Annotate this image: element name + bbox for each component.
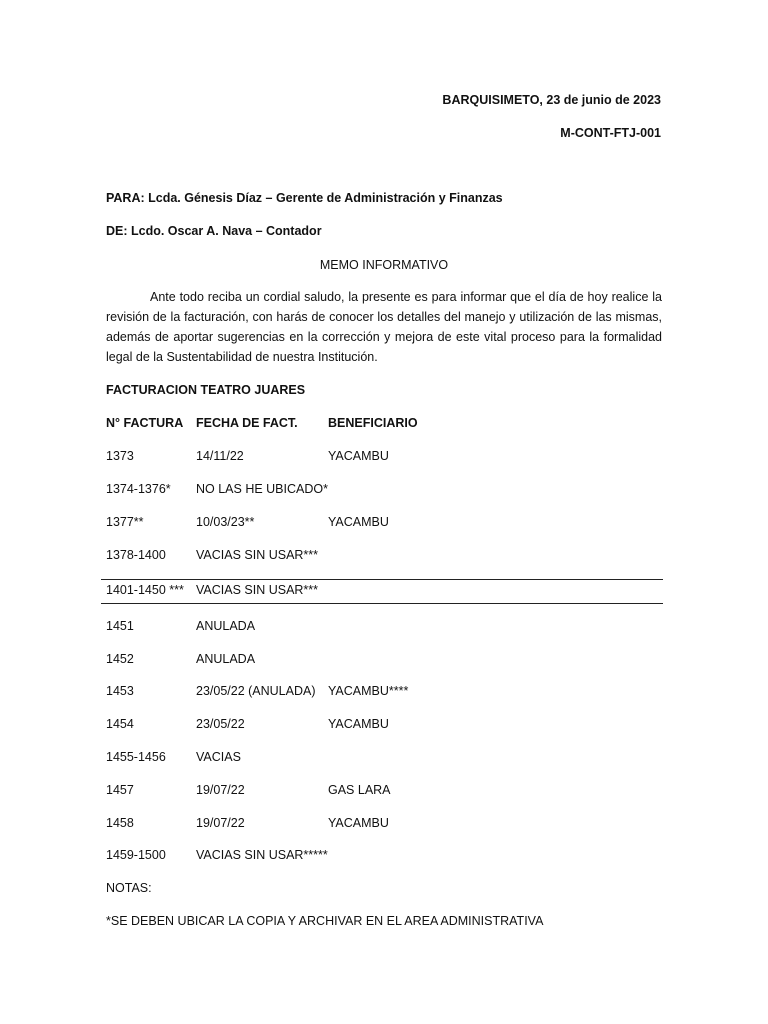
cell-beneficiary: YACAMBU [328,449,389,463]
table-row [106,652,663,672]
header-invoice-number: N° FACTURA [106,416,184,430]
cell-invoice-date: VACIAS SIN USAR*** [196,583,319,597]
table-row [106,750,663,770]
table-row [106,548,663,568]
cell-beneficiary: YACAMBU [328,717,389,731]
table-row [106,449,663,469]
table-divider-bottom [101,603,663,604]
cell-beneficiary: YACAMBU**** [328,684,409,698]
memo-title: MEMO INFORMATIVO [319,258,449,272]
cell-invoice-date: VACIAS [196,750,241,764]
table-row [106,717,663,737]
cell-invoice-number: 1374-1376* [106,482,171,496]
header-beneficiary: BENEFICIARIO [328,416,418,430]
notes-label: NOTAS: [106,881,152,895]
table-row [106,583,663,603]
table-row [106,684,663,704]
cell-beneficiary: YACAMBU [328,816,389,830]
cell-invoice-number: 1454 [106,717,134,731]
cell-invoice-number: 1457 [106,783,134,797]
document-code: M-CONT-FTJ-001 [560,126,661,140]
table-row [106,848,663,868]
cell-invoice-date: VACIAS SIN USAR*** [196,548,319,562]
cell-invoice-date: NO LAS HE UBICADO* [196,482,328,496]
cell-invoice-date: ANULADA [196,652,256,666]
cell-invoice-number: 1455-1456 [106,750,166,764]
cell-invoice-number: 1401-1450 *** [106,583,184,597]
cell-beneficiary: GAS LARA [328,783,391,797]
cell-invoice-number: 1452 [106,652,134,666]
cell-invoice-date: 19/07/22 [196,783,245,797]
cell-invoice-number: 1451 [106,619,134,633]
table-header-row [106,416,663,436]
table-row [106,482,663,502]
recipient-line: PARA: Lcda. Génesis Díaz – Gerente de Administración y Finanzas [106,191,503,205]
cell-invoice-date: ANULADA [196,619,256,633]
cell-invoice-number: 1459-1500 [106,848,166,862]
cell-invoice-number: 1378-1400 [106,548,166,562]
table-row [106,783,663,803]
table-row [106,816,663,836]
section-title: FACTURACION TEATRO JUARES [106,383,306,397]
cell-invoice-date: 23/05/22 (ANULADA) [196,684,316,698]
place-date: BARQUISIMETO, 23 de junio de 2023 [442,93,661,107]
cell-invoice-date: VACIAS SIN USAR***** [196,848,328,862]
header-invoice-date: FECHA DE FACT. [196,416,298,430]
cell-invoice-number: 1458 [106,816,134,830]
cell-invoice-date: 19/07/22 [196,816,245,830]
cell-invoice-number: 1377** [106,515,144,529]
cell-beneficiary: YACAMBU [328,515,389,529]
table-row [106,515,663,535]
cell-invoice-date: 10/03/23** [196,515,255,529]
memo-body-text: Ante todo reciba un cordial saludo, la presente es para informar que el día de hoy realice la revisión de la facturación, con harás de conocer los detalles del manejo y utilización de las mismas, además de aportar sugerencias en la corrección y mejora de este vital proceso para la formalidad legal de la Sustentabilidad de nuestra Institución. [106,290,662,364]
cell-invoice-date: 23/05/22 [196,717,245,731]
table-row [106,619,663,639]
table-divider-top [101,579,663,580]
memo-body [106,287,662,367]
sender-line: DE: Lcdo. Oscar A. Nava – Contador [106,224,322,238]
cell-invoice-date: 14/11/22 [196,449,244,463]
cell-invoice-number: 1453 [106,684,134,698]
note-item: *SE DEBEN UBICAR LA COPIA Y ARCHIVAR EN EL AREA ADMINISTRATIVA [106,914,544,928]
cell-invoice-number: 1373 [106,449,134,463]
